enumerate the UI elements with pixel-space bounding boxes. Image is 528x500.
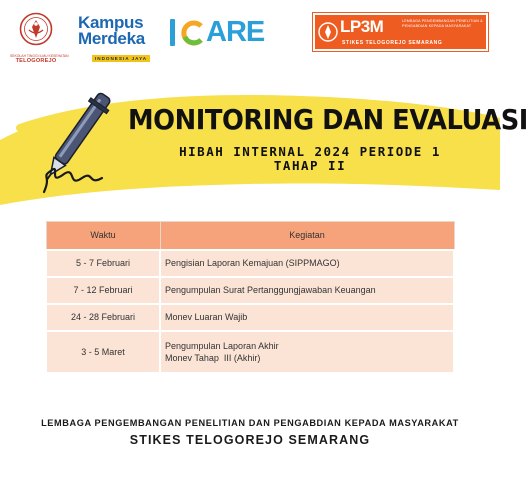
stikes-caption-small: SEKOLAH TINGGI ILMU KESEHATAN [10, 54, 69, 58]
lp3m-logo [313, 13, 488, 51]
row-waktu: 3 - 5 Maret [46, 331, 160, 373]
icare-logo [170, 17, 278, 53]
stikes-emblem-icon [19, 12, 53, 46]
table-header-row [46, 222, 454, 250]
row-waktu: 5 - 7 Februari [46, 250, 160, 277]
row-waktu: 7 - 12 Februari [46, 277, 160, 304]
lp3m-subtitle: STIKES TELOGOREJO SEMARANG [342, 40, 443, 46]
table-row [46, 304, 454, 331]
icare-i-bar [170, 19, 175, 46]
table-row [46, 277, 454, 304]
stikes-caption: TELOGOREJO [15, 58, 57, 64]
icare-text: ARE [206, 16, 265, 48]
footer-campus: STIKES TELOGOREJO SEMARANG [129, 433, 371, 447]
row-kegiatan [160, 250, 454, 277]
header-waktu: Waktu [46, 222, 160, 250]
lp3m-emblem-icon [318, 18, 338, 46]
lp3m-name: LP3M [340, 17, 384, 36]
lp3m-description: LEMBAGA PENGEMBANGAN PENELITIAN & PENGABDIAN KEPADA MASYARAKAT [402, 19, 483, 28]
stikes-logo [10, 12, 69, 64]
kampus-merdeka-line1: Kampus [78, 13, 144, 32]
icare-c-icon [180, 20, 205, 46]
row-kegiatan [160, 304, 454, 331]
kampus-merdeka-logo [78, 14, 170, 65]
footer-institution: LEMBAGA PENGEMBANGAN PENELITIAN DAN PENGABDIAN KEPADA MASYARAKAT [41, 418, 459, 428]
schedule-table [45, 221, 455, 374]
row-kegiatan [160, 277, 454, 304]
subtitle-line1: HIBAH INTERNAL 2024 PERIODE 1 [179, 144, 441, 159]
table-row [46, 331, 454, 373]
kegiatan-line: Monev Luaran Wajib [165, 312, 248, 322]
subtitle-line2: TAHAP II [273, 158, 347, 173]
page-title: MONITORING DAN EVALUASI [128, 103, 528, 136]
kegiatan-line: Pengumpulan Laporan Akhir [165, 340, 279, 351]
table-row [46, 250, 454, 277]
logo-bar [0, 0, 500, 80]
kegiatan-line: Pengumpulan Surat Pertanggungjawaban Keuangan [165, 285, 376, 295]
row-kegiatan [160, 331, 454, 373]
pen-icon [30, 74, 140, 194]
kampus-merdeka-line2: Merdeka [78, 29, 145, 48]
row-waktu: 24 - 28 Februari [46, 304, 160, 331]
kegiatan-line: Monev Tahap III (Akhir) [165, 352, 261, 363]
kampus-merdeka-tagline: INDONESIA JAYA [92, 55, 150, 62]
kegiatan-line: Pengisian Laporan Kemajuan (SIPPMAGO) [165, 258, 340, 268]
header-kegiatan: Kegiatan [160, 222, 454, 250]
